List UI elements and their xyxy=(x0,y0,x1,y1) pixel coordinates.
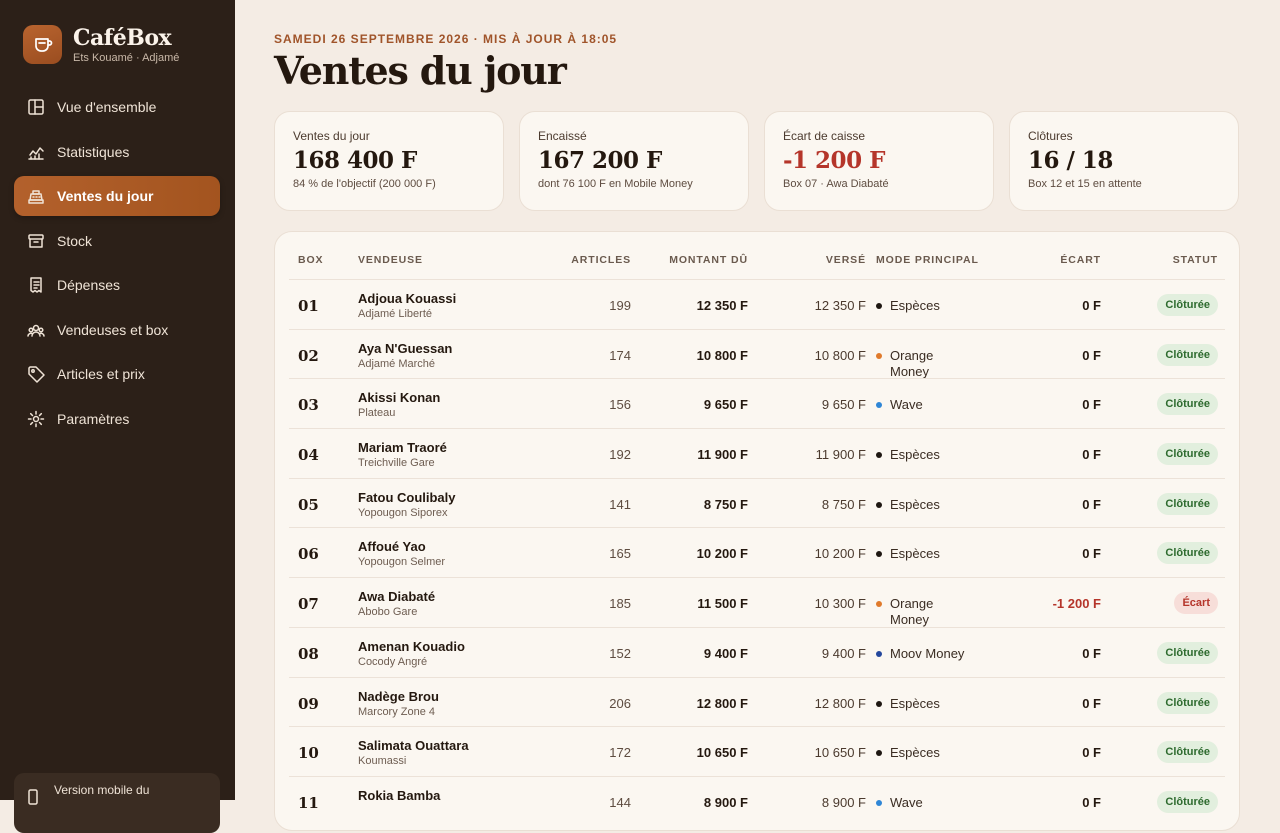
cash-gap: 0 F xyxy=(1082,695,1101,711)
header-due[interactable]: MONTANT DÛ xyxy=(669,254,748,266)
mobile-version-card[interactable] xyxy=(14,773,220,833)
page-title: Ventes du jour xyxy=(274,48,566,93)
payment-mode xyxy=(876,397,971,413)
amount-paid: 10 800 F xyxy=(814,347,866,363)
vendor-name[interactable]: Mariam Traoré xyxy=(358,440,447,456)
cash-gap: 0 F xyxy=(1082,347,1101,363)
kpi-value: 168 400 F xyxy=(293,147,417,174)
status-badge: Clôturée xyxy=(1157,642,1218,664)
table-row[interactable] xyxy=(289,627,1225,677)
cash-gap: 0 F xyxy=(1082,496,1101,512)
amount-due: 10 650 F xyxy=(696,745,748,761)
status-badge: Clôturée xyxy=(1157,443,1218,465)
vendor-location: Koumassi xyxy=(358,755,407,768)
coffee-cup-icon xyxy=(23,25,62,64)
header-mode[interactable]: MODE PRINCIPAL xyxy=(876,254,979,266)
sidebar-item-label: Paramètres xyxy=(57,410,130,427)
payment-mode-dot xyxy=(876,402,882,408)
sidebar-item-vue-d-ensemble[interactable] xyxy=(14,87,220,127)
sidebar-item-label: Articles et prix xyxy=(57,366,145,382)
sidebar-item-label: Stock xyxy=(57,232,93,249)
vendor-name[interactable]: Awa Diabaté xyxy=(358,589,436,605)
status-cell xyxy=(1157,393,1218,415)
kpi-label: Ventes du jour xyxy=(293,129,370,143)
register-icon xyxy=(27,187,45,205)
payment-mode xyxy=(876,447,971,463)
sidebar-item-label: Vendeuses et box xyxy=(57,321,169,338)
vendor-location: Treichville Gare xyxy=(358,457,435,470)
box-number: 05 xyxy=(298,495,319,514)
amount-paid: 8 900 F xyxy=(821,794,866,810)
cash-gap: 0 F xyxy=(1082,447,1101,463)
sidebar-item-ventes-du-jour[interactable] xyxy=(14,176,220,216)
kpi-row xyxy=(274,111,1239,211)
vendor-location: Adjamé Marché xyxy=(358,357,436,370)
status-cell xyxy=(1157,493,1218,515)
kpi-label: Écart de caisse xyxy=(783,129,866,143)
kpi-label: Encaissé xyxy=(538,129,587,143)
kpi-subtext: 84 % de l'objectif (200 000 F) xyxy=(293,178,436,190)
vendor-location: Yopougon Siporex xyxy=(358,506,448,519)
tag-icon xyxy=(27,365,45,383)
amount-paid: 12 800 F xyxy=(814,695,866,711)
payment-mode xyxy=(876,696,971,712)
cash-gap: 0 F xyxy=(1082,794,1101,810)
header-box[interactable]: BOX xyxy=(298,254,324,266)
amount-due: 11 900 F xyxy=(697,447,748,463)
payment-mode-dot xyxy=(876,651,882,657)
amount-due: 9 400 F xyxy=(703,645,748,661)
chart-icon xyxy=(27,143,45,161)
payment-mode-dot xyxy=(876,353,882,359)
payment-mode-dot xyxy=(876,452,882,458)
amount-due: 8 750 F xyxy=(703,496,748,512)
kpi-subtext: dont 76 100 F en Mobile Money xyxy=(538,178,693,190)
payment-mode xyxy=(876,596,971,628)
vendor-name[interactable]: Salimata Ouattara xyxy=(358,738,469,754)
box-number: 04 xyxy=(298,446,319,465)
vendor-name[interactable]: Affoué Yao xyxy=(358,539,426,555)
articles-count: 206 xyxy=(609,695,631,711)
sidebar-item-label: Vue d'ensemble xyxy=(57,99,157,115)
sidebar-nav xyxy=(14,87,220,443)
articles-count: 199 xyxy=(609,298,631,313)
vendor-name[interactable]: Aya N'Guessan xyxy=(358,340,453,356)
sidebar-item-label: Dépenses xyxy=(57,277,121,293)
mobile-version-text: Version mobile du xyxy=(54,783,150,797)
amount-due: 12 800 F xyxy=(696,695,748,711)
users-icon xyxy=(27,321,45,339)
status-cell xyxy=(1157,791,1218,813)
sidebar-item-vendeuses-et-box[interactable] xyxy=(14,310,220,350)
status-badge: Clôturée xyxy=(1157,493,1218,515)
table-row[interactable] xyxy=(289,527,1225,577)
vendor-name[interactable]: Amenan Kouadio xyxy=(358,638,465,654)
payment-mode-label: Wave xyxy=(890,794,923,810)
status-cell xyxy=(1157,642,1218,664)
receipt-icon xyxy=(27,276,45,294)
kpi-label: Clôtures xyxy=(1028,129,1073,143)
cash-gap: 0 F xyxy=(1082,745,1101,761)
status-badge: Clôturée xyxy=(1157,791,1218,813)
status-badge: Clôturée xyxy=(1157,741,1218,763)
brand[interactable] xyxy=(23,25,179,64)
status-badge: Clôturée xyxy=(1157,294,1218,316)
payment-mode-label: Espèces xyxy=(890,447,940,463)
header-paid[interactable]: VERSÉ xyxy=(825,254,866,266)
archive-icon xyxy=(27,232,45,250)
box-number: 09 xyxy=(298,694,319,713)
payment-mode-dot xyxy=(876,502,882,508)
payment-mode-label: Orange Money xyxy=(890,596,934,628)
status-badge: Clôturée xyxy=(1157,542,1218,564)
sidebar-item-stock[interactable] xyxy=(14,221,220,261)
payment-mode xyxy=(876,745,971,761)
status-badge: Clôturée xyxy=(1157,344,1218,366)
payment-mode-label: Espèces xyxy=(890,546,940,562)
layout-icon xyxy=(27,98,45,116)
amount-due: 10 200 F xyxy=(696,546,748,562)
header-status[interactable]: STATUT xyxy=(1172,254,1218,266)
vendor-name[interactable]: Adjoua Kouassi xyxy=(358,291,457,306)
vendor-location: Plateau xyxy=(358,407,396,420)
kpi-card[interactable] xyxy=(764,111,994,211)
vendor-location: Cocody Angré xyxy=(358,655,428,668)
sidebar-item-statistiques[interactable] xyxy=(14,132,220,172)
amount-paid: 9 650 F xyxy=(821,397,866,413)
payment-mode-label: Wave xyxy=(890,397,923,413)
kpi-card[interactable] xyxy=(519,111,749,211)
vendor-location: Marcory Zone 4 xyxy=(358,705,436,718)
sidebar xyxy=(0,0,235,800)
payment-mode xyxy=(876,646,971,662)
payment-mode-dot xyxy=(876,551,882,557)
payment-mode-dot xyxy=(876,303,882,309)
payment-mode-label: Espèces xyxy=(890,695,940,711)
articles-count: 172 xyxy=(609,745,631,761)
table-row[interactable] xyxy=(289,329,1225,379)
amount-paid: 10 300 F xyxy=(814,596,866,612)
amount-due: 10 800 F xyxy=(696,347,748,363)
status-badge: Écart xyxy=(1174,592,1218,614)
articles-count: 192 xyxy=(609,447,631,463)
header-articles[interactable]: ARTICLES xyxy=(571,254,631,266)
sidebar-item-articles-et-prix[interactable] xyxy=(14,354,220,394)
vendor-name[interactable]: Rokia Bamba xyxy=(358,787,441,803)
cash-gap: 0 F xyxy=(1082,546,1101,562)
payment-mode-label: Espèces xyxy=(890,745,940,761)
sidebar-item-depenses[interactable] xyxy=(14,265,220,305)
articles-count: 174 xyxy=(609,347,631,363)
gear-icon xyxy=(27,410,45,428)
date-updated: SAMEDI 26 SEPTEMBRE 2026 · MIS À JOUR À 18:05 xyxy=(274,32,618,46)
status-cell xyxy=(1157,344,1218,366)
kpi-value: -1 200 F xyxy=(783,147,885,174)
kpi-value: 167 200 F xyxy=(538,147,662,174)
table-row[interactable] xyxy=(289,428,1225,478)
status-cell xyxy=(1157,542,1218,564)
phone-icon xyxy=(26,789,42,805)
table-row[interactable] xyxy=(289,577,1225,627)
amount-paid: 10 200 F xyxy=(814,546,866,562)
vendor-name[interactable]: Fatou Coulibaly xyxy=(358,489,456,505)
amount-paid: 11 900 F xyxy=(815,447,866,463)
payment-mode-dot xyxy=(876,701,882,707)
status-badge: Clôturée xyxy=(1157,393,1218,415)
kpi-card[interactable] xyxy=(1009,111,1239,211)
brand-name: CaféBox xyxy=(73,24,172,51)
status-cell xyxy=(1157,741,1218,763)
header-gap[interactable]: ÉCART xyxy=(1060,254,1101,266)
table-row[interactable] xyxy=(289,478,1225,528)
payment-mode-dot xyxy=(876,601,882,607)
articles-count: 141 xyxy=(609,496,631,512)
payment-mode-dot xyxy=(876,750,882,756)
amount-due: 9 650 F xyxy=(703,397,748,413)
main-content xyxy=(235,0,1280,812)
articles-count: 144 xyxy=(609,794,631,810)
table-header xyxy=(275,232,1239,279)
cash-gap: 0 F xyxy=(1082,397,1101,413)
vendor-location: Abobo Gare xyxy=(358,606,418,619)
box-number: 03 xyxy=(298,396,319,415)
box-number: 02 xyxy=(298,346,319,365)
amount-paid: 8 750 F xyxy=(821,496,866,512)
articles-count: 165 xyxy=(609,546,631,562)
box-number: 06 xyxy=(298,545,319,564)
payment-mode-label: Espèces xyxy=(890,496,940,512)
status-cell xyxy=(1157,692,1218,714)
articles-count: 185 xyxy=(609,596,631,612)
payment-mode xyxy=(876,348,971,380)
payment-mode xyxy=(876,795,971,811)
sidebar-item-parametres[interactable] xyxy=(14,399,220,439)
articles-count: 156 xyxy=(609,397,631,413)
amount-due: 12 350 F xyxy=(696,298,748,313)
box-number: 07 xyxy=(298,595,319,614)
sidebar-item-label: Ventes du jour xyxy=(57,188,154,204)
kpi-card[interactable] xyxy=(274,111,504,211)
header-vendor[interactable]: VENDEUSE xyxy=(358,254,423,266)
articles-count: 152 xyxy=(609,645,631,661)
payment-mode-label: Orange Money xyxy=(890,347,934,379)
table-row[interactable] xyxy=(289,776,1225,826)
payment-mode xyxy=(876,497,971,513)
brand-subtitle: Ets Kouamé · Adjamé xyxy=(73,51,180,64)
amount-due: 8 900 F xyxy=(703,794,748,810)
vendor-location: Adjamé Liberté xyxy=(358,308,432,320)
payment-mode-label: Espèces xyxy=(890,298,940,313)
table-body xyxy=(289,279,1225,826)
amount-paid: 10 650 F xyxy=(814,745,866,761)
payment-mode xyxy=(876,546,971,562)
amount-paid: 12 350 F xyxy=(814,298,866,313)
status-cell xyxy=(1157,294,1218,316)
status-cell xyxy=(1157,443,1218,465)
sales-table xyxy=(274,231,1240,831)
cash-gap: 0 F xyxy=(1082,645,1101,661)
vendor-location: Yopougon Selmer xyxy=(358,556,446,569)
kpi-value: 16 / 18 xyxy=(1028,147,1113,174)
cash-gap: -1 200 F xyxy=(1052,596,1101,612)
status-badge: Clôturée xyxy=(1157,692,1218,714)
amount-paid: 9 400 F xyxy=(821,645,866,661)
status-cell xyxy=(1174,592,1218,614)
box-number: 08 xyxy=(298,644,319,663)
box-number: 10 xyxy=(298,744,319,763)
kpi-subtext: Box 07 · Awa Diabaté xyxy=(783,178,889,190)
cash-gap: 0 F xyxy=(1082,298,1101,313)
payment-mode-label: Moov Money xyxy=(890,645,965,661)
payment-mode-dot xyxy=(876,800,882,806)
table-row[interactable] xyxy=(289,677,1225,727)
box-number: 01 xyxy=(298,297,319,315)
payment-mode xyxy=(876,298,971,314)
sidebar-item-label: Statistiques xyxy=(57,143,130,160)
vendor-name[interactable]: Nadège Brou xyxy=(358,688,439,704)
vendor-name[interactable]: Akissi Konan xyxy=(358,390,441,406)
table-row[interactable] xyxy=(289,378,1225,428)
amount-due: 11 500 F xyxy=(697,596,748,612)
table-row[interactable] xyxy=(289,279,1225,329)
kpi-subtext: Box 12 et 15 en attente xyxy=(1028,178,1142,190)
table-row[interactable] xyxy=(289,726,1225,776)
box-number: 11 xyxy=(298,793,319,812)
